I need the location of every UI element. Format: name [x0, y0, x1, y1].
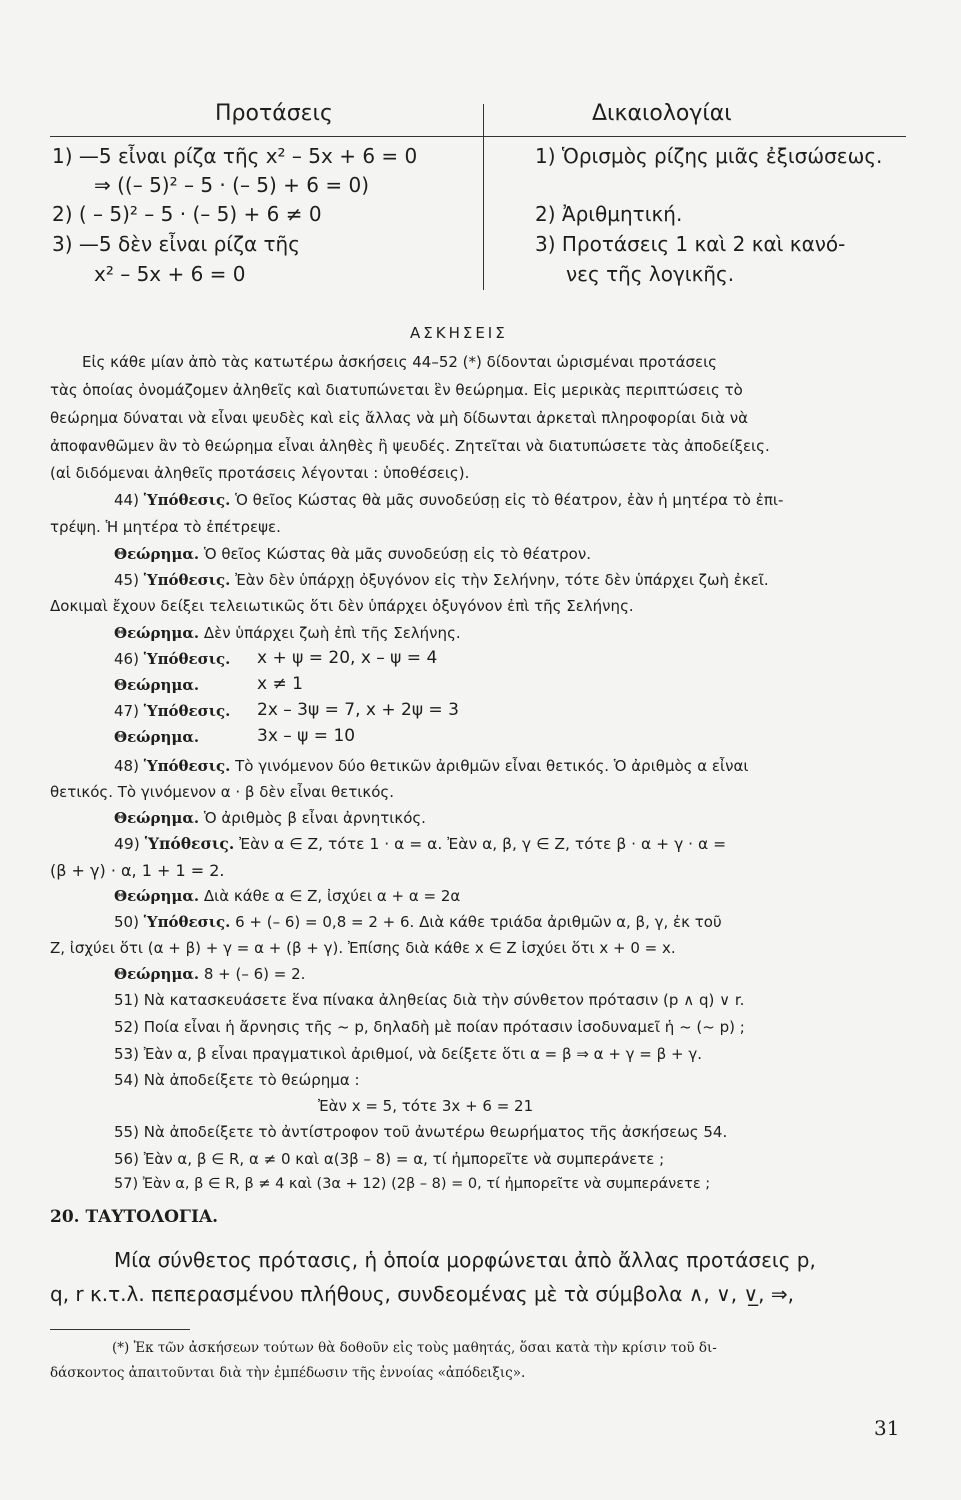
exercise-48-cont: θετικός. Τὸ γινόμενον α · β δὲν εἶναι θετικός.: [50, 783, 394, 801]
table-left-row: 1) —5 εἶναι ρίζα τῆς x² – 5x + 6 = 0: [52, 144, 418, 168]
table-right-row: νες τῆς λογικῆς.: [566, 262, 735, 286]
table-header-rule: [50, 136, 906, 137]
exercise-55: 55) Νὰ ἀποδείξετε τὸ ἀντίστροφον τοῦ ἀνωτέρω θεωρήματος τῆς ἀσκήσεως 54.: [114, 1123, 728, 1141]
exercise-46-theorem: Θεώρημα.: [114, 676, 200, 694]
exercise-47-equation: 2x – 3ψ = 7, x + 2ψ = 3: [257, 700, 459, 720]
section-paragraph-line: q, r κ.τ.λ. πεπερασμένου πλήθους, συνδεομένας μὲ τὰ σύμβολα ∧, ∨, ∨̲, ⇒,: [50, 1282, 794, 1306]
exercise-44-theorem: Θεώρημα. Ὁ θεῖος Κώστας θὰ μᾶς συνοδεύσῃ εἰς τὸ θέατρον.: [114, 545, 591, 563]
table-column-divider: [483, 104, 484, 290]
exercise-47: 47) Ὑπόθεσις.: [114, 702, 231, 720]
exercise-46-equation: x + ψ = 20, x – ψ = 4: [257, 648, 438, 668]
footnote-rule: [50, 1329, 190, 1330]
table-left-row: 2) ( – 5)² – 5 · (– 5) + 6 ≠ 0: [52, 202, 322, 226]
section-title: 20. ΤΑΥΤΟΛΟΓΙΑ.: [50, 1207, 219, 1227]
exercise-44-cont: τρέψη. Ἡ μητέρα τὸ ἐπέτρεψε.: [50, 518, 281, 536]
table-right-row: 2) Ἀριθμητική.: [535, 202, 683, 226]
exercise-50-cont: Z, ἰσχύει ὅτι (α + β) + γ = α + (β + γ). Ἐπίσης διὰ κάθε x ∈ Z ἰσχύει ὅτι x + 0 = x.: [50, 939, 676, 957]
table-right-row: 1) Ὁρισμὸς ρίζης μιᾶς ἐξισώσεως.: [535, 144, 883, 168]
exercise-47-theorem-value: 3x – ψ = 10: [257, 726, 356, 746]
exercise-45-cont: Δοκιμαὶ ἔχουν δείξει τελειωτικῶς ὅτι δὲν ὑπάρχει ὀξυγόνον ἐπὶ τῆς Σελήνης.: [50, 597, 634, 615]
exercise-53: 53) Ἐὰν α, β εἶναι πραγματικοὶ ἀριθμοί, νὰ δείξετε ὅτι α = β ⇒ α + γ = β + γ.: [114, 1045, 702, 1063]
section-paragraph-line: Μία σύνθετος πρότασις, ἡ ὁποία μορφώνεται ἀπὸ ἄλλας προτάσεις p,: [114, 1248, 816, 1272]
exercises-heading: ΑΣΚΗΣΕΙΣ: [410, 324, 508, 342]
exercise-45: 45) Ὑπόθεσις. Ἐὰν δὲν ὑπάρχῃ ὀξυγόνον εἰς τὴν Σελήνην, τότε δὲν ὑπάρχει ζωὴ ἐκεῖ.: [114, 571, 769, 589]
table-left-header: Προτάσεις: [215, 101, 333, 126]
intro-line: ἀποφανθῶμεν ἂν τὸ θεώρημα εἶναι ἀληθὲς ἢ ψευδές. Ζητεῖται νὰ διατυπώσετε τὰς ἀποδείξεις.: [50, 437, 770, 455]
exercise-54-statement: Ἐὰν x = 5, τότε 3x + 6 = 21: [318, 1097, 534, 1115]
exercise-50: 50) Ὑπόθεσις. 6 + (– 6) = 0,8 = 2 + 6. Διὰ κάθε τριάδα ἀριθμῶν α, β, γ, ἐκ τοῦ: [114, 913, 722, 931]
exercise-49: 49) Ὑπόθεσις. Ἐὰν α ∈ Z, τότε 1 · α = α. Ἐὰν α, β, γ ∈ Z, τότε β · α + γ · α =: [114, 834, 727, 853]
footnote-line: (*) Ἐκ τῶν ἀσκήσεων τούτων θὰ δοθοῦν εἰς τοὺς μαθητάς, ὅσαι κατὰ τὴν κρίσιν τοῦ δι-: [112, 1340, 717, 1356]
exercise-57: 57) Ἐὰν α, β ∈ R, β ≠ 4 καὶ (3α + 12) (2β – 8) = 0, τί ἠμπορεῖτε νὰ συμπεράνετε ;: [114, 1176, 711, 1192]
exercise-54: 54) Νὰ ἀποδείξετε τὸ θεώρημα :: [114, 1071, 360, 1089]
exercise-48: 48) Ὑπόθεσις. Τὸ γινόμενον δύο θετικῶν ἀριθμῶν εἶναι θετικός. Ὁ ἀριθμὸς α εἶναι: [114, 757, 749, 775]
exercise-46: 46) Ὑπόθεσις.: [114, 650, 231, 668]
exercise-52: 52) Ποία εἶναι ἡ ἄρνησις τῆς ~ p, δηλαδὴ μὲ ποίαν πρότασιν ἰσοδυναμεῖ ἡ ~ (~ p) ;: [114, 1018, 745, 1036]
table-right-header: Δικαιολογίαι: [592, 101, 732, 126]
exercise-44: 44) Ὑπόθεσις. Ὁ θεῖος Κώστας θὰ μᾶς συνοδεύσῃ εἰς τὸ θέατρον, ἐὰν ἡ μητέρα τὸ ἐπι-: [114, 491, 784, 509]
table-right-row: 3) Προτάσεις 1 καὶ 2 καὶ κανό-: [535, 232, 846, 256]
intro-line: (αἱ διδόμεναι ἀληθεῖς προτάσεις λέγονται : ὑποθέσεις).: [50, 464, 470, 482]
footnote-line: δάσκοντος ἀπαιτοῦνται διὰ τὴν ἐμπέδωσιν τῆς ἐννοίας «ἀπόδειξις».: [50, 1365, 526, 1381]
intro-line: τὰς ὁποίας ὀνομάζομεν ἀληθεῖς καὶ διατυπώνεται ἓν θεώρημα. Εἰς μερικὰς περιπτώσεις τὸ: [50, 381, 743, 399]
exercise-47-theorem: Θεώρημα.: [114, 728, 200, 746]
exercise-56: 56) Ἐὰν α, β ∈ R, α ≠ 0 καὶ α(3β – 8) = α, τί ἠμπορεῖτε νὰ συμπεράνετε ;: [114, 1150, 665, 1168]
table-left-row: ⇒ ((– 5)² – 5 · (– 5) + 6 = 0): [94, 173, 370, 197]
exercise-50-theorem: Θεώρημα. 8 + (– 6) = 2.: [114, 965, 306, 983]
exercise-51: 51) Νὰ κατασκευάσετε ἕνα πίνακα ἀληθείας διὰ τὴν σύνθετον πρότασιν (p ∧ q) ∨ r.: [114, 991, 745, 1009]
page-number: 31: [874, 1416, 900, 1440]
intro-line: Εἰς κάθε μίαν ἀπὸ τὰς κατωτέρω ἀσκήσεις 44–52 (*) δίδονται ὡρισμέναι προτάσεις: [82, 353, 717, 371]
exercise-46-theorem-value: x ≠ 1: [257, 674, 303, 694]
exercise-45-theorem: Θεώρημα. Δὲν ὑπάρχει ζωὴ ἐπὶ τῆς Σελήνης.: [114, 624, 461, 642]
exercise-48-theorem: Θεώρημα. Ὁ ἀριθμὸς β εἶναι ἀρνητικός.: [114, 809, 426, 827]
table-left-row: x² – 5x + 6 = 0: [94, 262, 246, 286]
table-left-row: 3) —5 δὲν εἶναι ρίζα τῆς: [52, 232, 300, 256]
intro-line: θεώρημα δύναται νὰ εἶναι ψευδὲς καὶ εἰς ἄλλας νὰ μὴ δίδωνται ἀρκεταὶ πληροφορίαι διὰ νὰ: [50, 409, 749, 427]
exercise-49-theorem: Θεώρημα. Διὰ κάθε α ∈ Z, ἰσχύει α + α = 2α: [114, 887, 461, 905]
exercise-49-cont: (β + γ) · α, 1 + 1 = 2.: [50, 861, 225, 880]
